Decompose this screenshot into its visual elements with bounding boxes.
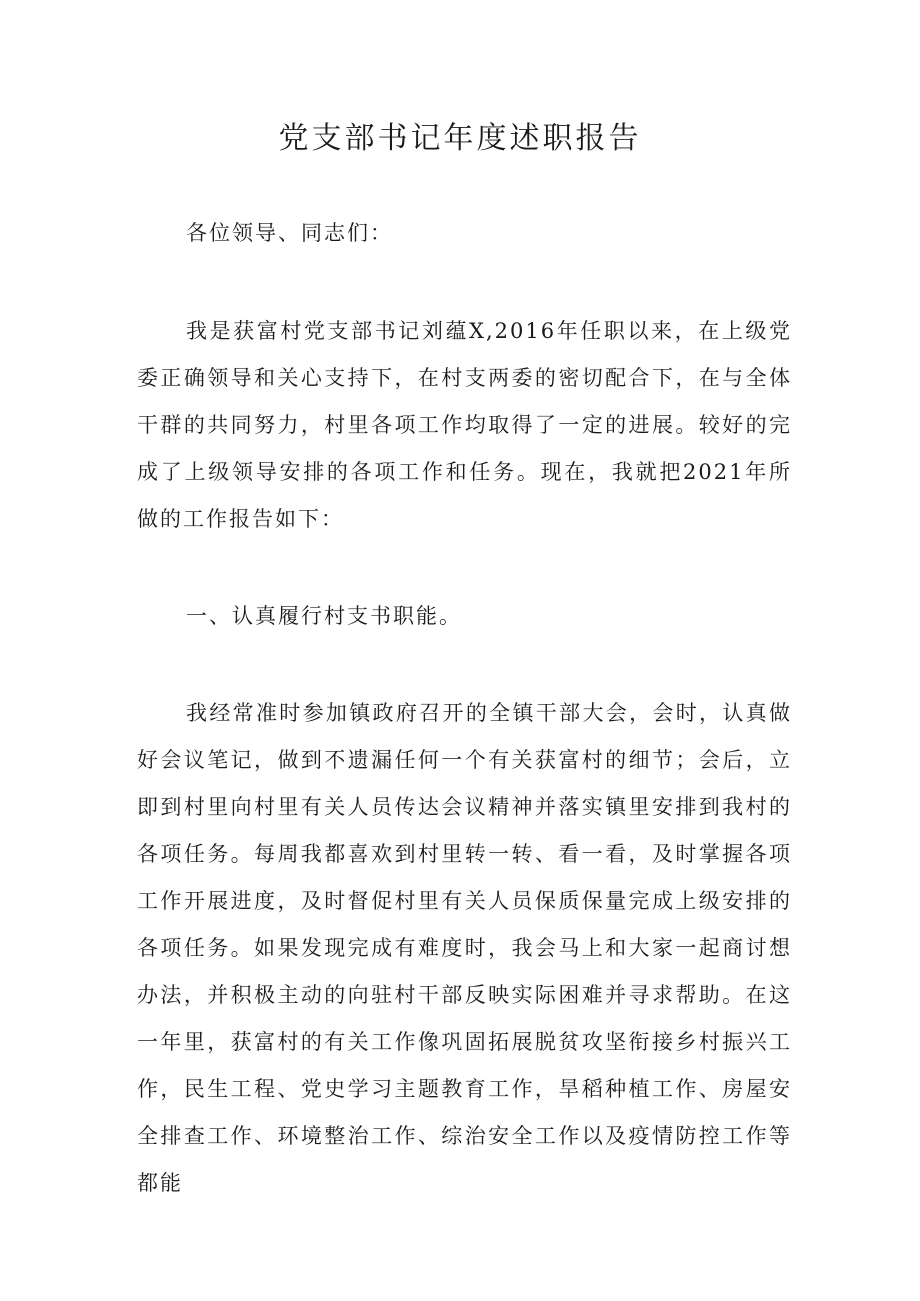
- section-body-1: 我经常准时参加镇政府召开的全镇干部大会，会时，认真做好会议笔记，做到不遗漏任何一个有关获富村的细节；会后，立即到村里向村里有关人员传达会议精神并落实镇里安排到我村的各项任务。每周我都喜欢到村里转一转、看一看，及时掌握各项工作开展进度，及时督促村里有关人员保质保量完成上级安排的各项任务。如果发现完成有难度时，我会马上和大家一起商讨想办法，并积极主动的向驻村干部反映实际困难并寻求帮助。在这一年里，获富村的有关工作像巩固拓展脱贫攻坚衔接乡村振兴工作，民生工程、党史学习主题教育工作，旱稻种植工作、房屋安全排查工作、环境整治工作、综治安全工作以及疫情防控工作等都能: [137, 701, 792, 1195]
- intro-paragraph: 我是获富村党支部书记刘蕴X,2016年任职以来，在上级党委正确领导和关心支持下，在村支两委的密切配合下，在与全体干群的共同努力，村里各项工作均取得了一定的进展。较好的完成了上级领导安排的各项工作和任务。现在，我就把2021年所做的工作报告如下：: [137, 319, 792, 531]
- greeting-paragraph: 各位领导、同志们：: [186, 221, 393, 245]
- document-title: 党支部书记年度述职报告: [278, 121, 642, 156]
- section-heading-1: 一、认真履行村支书职能。: [186, 604, 462, 628]
